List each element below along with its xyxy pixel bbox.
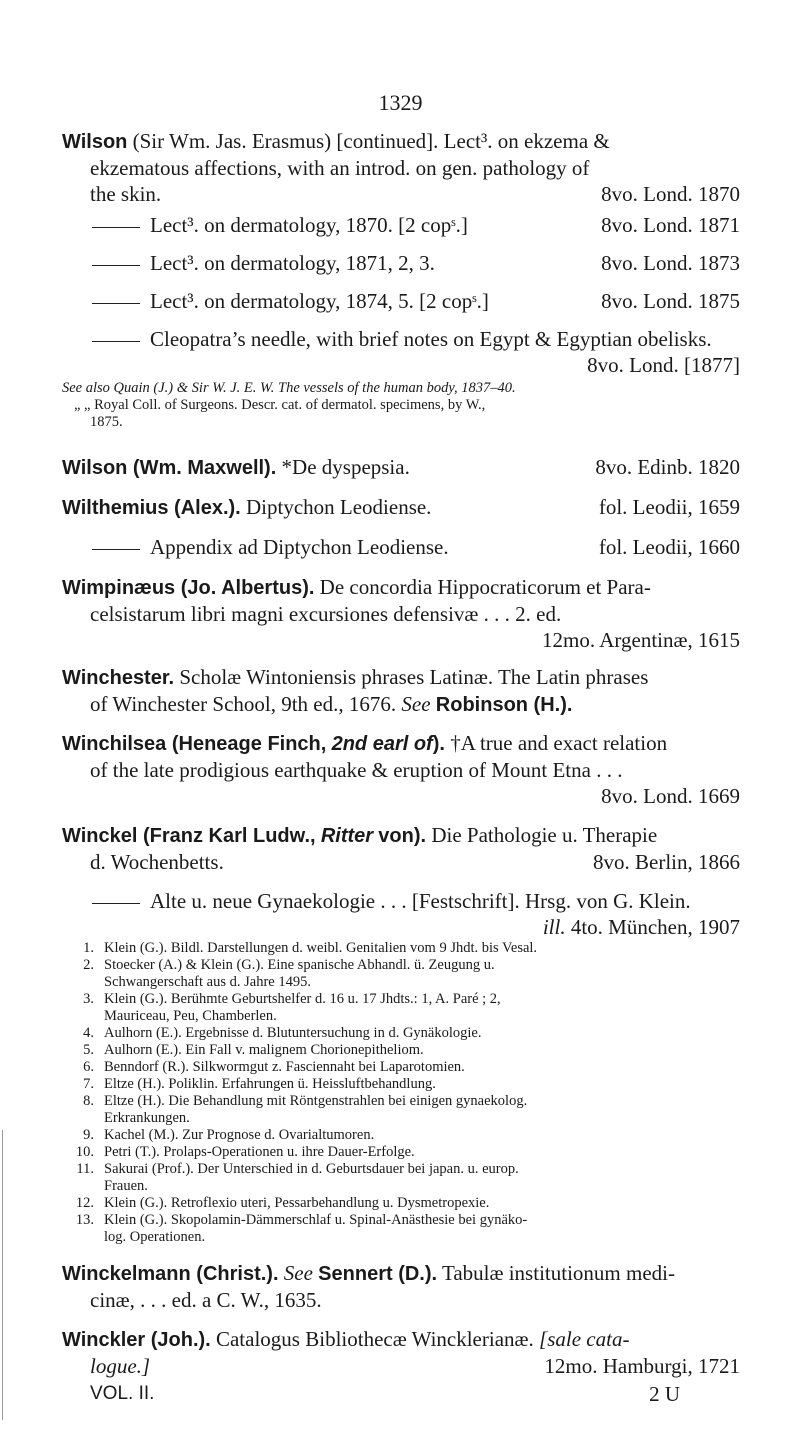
list-text: Sakurai (Prof.). Der Unterschied in d. Geburtsdauer bei japan. u. europ.	[104, 1161, 519, 1177]
list-number: 3.	[83, 991, 94, 1007]
entry-imprint: 8vo. Edinb. 1820	[595, 455, 740, 479]
list-number: 8.	[83, 1093, 94, 1109]
ditto-dash	[92, 227, 140, 228]
entry-text: Cleopatra’s needle, with brief notes on Egypt & Egyptian obelisks.	[150, 327, 712, 351]
entry-heading: Winchester.	[62, 667, 175, 689]
entry-text: De concordia Hippocraticorum et Para-	[319, 575, 651, 599]
list-number: 2.	[83, 957, 94, 973]
list-text: Klein (G.). Skopolamin-Dämmerschlaf u. Spinal-Anästhesie bei gynäko-	[104, 1212, 528, 1228]
list-text: Kachel (M.). Zur Prognose d. Ovarialtumoren.	[104, 1127, 375, 1143]
entry-text: †A true and exact relation	[450, 731, 668, 755]
list-text: Aulhorn (E.). Ein Fall v. malignem Chorionepitheliom.	[104, 1042, 424, 1058]
footer	[62, 1381, 740, 1407]
list-text: Stoecker (A.) & Klein (G.). Eine spanische Abhandl. ü. Zeugung u.	[104, 957, 495, 973]
see-reference-label: See	[283, 1261, 313, 1285]
entry-text: Lect³. on dermatology, 1874, 5. [2 copˢ.]	[150, 289, 489, 313]
list-text: Klein (G.). Berühmte Geburtshelfer d. 16 u. 17 Jhdts.: 1, A. Paré ; 2,	[104, 991, 501, 1007]
list-item	[62, 1127, 740, 1144]
list-text: Eltze (H.). Die Behandlung mit Röntgenstrahlen bei einigen gynaekolog.	[104, 1093, 528, 1109]
ditto-dash	[92, 265, 140, 266]
ditto-dash	[92, 341, 140, 342]
list-item	[62, 1093, 740, 1110]
see-reference: Sennert (D.).	[318, 1263, 438, 1285]
list-item	[62, 957, 740, 974]
contents-list	[62, 940, 740, 1246]
entry-text: (Sir Wm. Jas. Erasmus) [continued]. Lect³. on ekzema &	[132, 129, 610, 153]
entry-heading-title: Ritter	[320, 825, 374, 847]
entry-winchilsea	[62, 730, 740, 809]
entry-line	[62, 128, 740, 155]
list-text: Klein (G.). Bildl. Darstellungen d. weibl. Genitalien vom 9 Jhdt. bis Vesal.	[104, 940, 538, 956]
entry-heading: Wilson	[62, 131, 128, 153]
entry-text: Lect³. on dermatology, 1871, 2, 3.	[150, 251, 435, 275]
entry-imprint: 8vo. Lond. 1873	[601, 251, 740, 275]
entry-text: of Winchester School, 9th ed., 1676.	[90, 692, 397, 716]
see-also-note	[62, 380, 740, 431]
list-text: Erkrankungen.	[104, 1110, 190, 1126]
entry-imprint: 8vo. Lond. 1875	[601, 289, 740, 313]
list-item	[62, 1195, 740, 1212]
list-item	[62, 1025, 740, 1042]
entry-lectures-1870	[62, 212, 740, 238]
list-text: Mauriceau, Peu, Chamberlen.	[104, 1008, 277, 1024]
note-line: „ „ Royal Coll. of Surgeons. Descr. cat. of dermatol. specimens, by W.,	[74, 397, 486, 413]
entry-heading: Wilthemius (Alex.).	[62, 497, 241, 519]
list-item	[62, 991, 740, 1008]
list-text: Benndorf (R.). Silkwormgut z. Fasciennaht bei Laparotomien.	[104, 1059, 465, 1075]
entry-winckelmann	[62, 1260, 740, 1313]
entry-imprint: 8vo. Lond. [1877]	[587, 353, 740, 377]
entry-text: Appendix ad Diptychon Leodiense.	[150, 535, 449, 559]
list-item	[62, 940, 740, 957]
entry-text: Die Pathologie u. Therapie	[431, 823, 658, 847]
list-number: 4.	[83, 1025, 94, 1041]
entry-lectures-1874	[62, 288, 740, 314]
ditto-dash	[92, 903, 140, 904]
entry-imprint: 8vo. Lond. 1870	[601, 182, 740, 206]
entry-cleopatra	[62, 326, 740, 378]
list-item	[62, 1076, 740, 1093]
entry-text: celsistarum libri magni excursiones defensivæ . . . 2. ed.	[90, 602, 562, 626]
list-number: 9.	[83, 1127, 94, 1143]
entry-imprint: 8vo. Berlin, 1866	[593, 850, 740, 874]
note-line: 1875.	[90, 414, 123, 430]
entry-wilson-maxwell	[62, 454, 740, 481]
volume-label: VOL. II.	[90, 1383, 155, 1404]
entry-heading: Winckel (Franz Karl Ludw.,	[62, 825, 316, 847]
entry-imprint: 12mo. Argentinæ, 1615	[542, 628, 740, 652]
list-item	[62, 1042, 740, 1059]
entry-ill: ill.	[542, 915, 566, 939]
page-edge-line	[2, 1130, 3, 1420]
entry-heading-title: 2nd earl of	[331, 733, 433, 755]
entry-text: the skin.	[90, 182, 162, 206]
entry-winchester	[62, 664, 740, 718]
entry-imprint: 8vo. Lond. 1871	[601, 213, 740, 237]
list-number: 5.	[83, 1042, 94, 1058]
entry-line	[62, 181, 740, 207]
entry-winckel	[62, 822, 740, 875]
entry-heading: Winckler (Joh.).	[62, 1329, 211, 1351]
entry-note: [sale cata-	[539, 1327, 630, 1351]
list-text: log. Operationen.	[104, 1229, 206, 1245]
list-item	[62, 1144, 740, 1161]
entry-text: Alte u. neue Gynaekologie . . . [Festschrift]. Hrsg. von G. Klein.	[150, 889, 691, 913]
see-reference-label: See	[401, 692, 431, 716]
list-number: 12.	[75, 1195, 94, 1211]
entry-wimpinaeus	[62, 574, 740, 653]
entry-imprint: fol. Leodii, 1659	[598, 495, 740, 519]
entry-text: Scholæ Wintoniensis phrases Latinæ. The Latin phrases	[179, 665, 649, 689]
list-text: Eltze (H.). Poliklin. Erfahrungen ü. Heissluftbehandlung.	[104, 1076, 436, 1092]
signature-mark: 2 U	[649, 1382, 680, 1406]
list-item	[62, 1212, 740, 1229]
entry-imprint: 12mo. Hamburgi, 1721	[544, 1354, 740, 1378]
page-number: 1329	[378, 90, 423, 115]
entry-heading-close: von).	[378, 825, 427, 847]
see-reference: Robinson (H.).	[435, 694, 573, 716]
list-text: Schwangerschaft aus d. Jahre 1495.	[104, 974, 311, 990]
entry-winckler	[62, 1326, 740, 1407]
entry-imprint: 4to. München, 1907	[570, 915, 740, 939]
list-item	[62, 1059, 740, 1076]
list-number: 1.	[83, 940, 94, 956]
entry-heading: Winckelmann (Christ.).	[62, 1263, 279, 1285]
entry-wilthemius	[62, 494, 740, 521]
ditto-dash	[92, 549, 140, 550]
entry-heading: Wilson (Wm. Maxwell).	[62, 457, 277, 479]
entry-text: *De dyspepsia.	[281, 455, 410, 479]
note-line: See also Quain (J.) & Sir W. J. E. W. The vessels of the human body, 1837–40.	[62, 380, 516, 396]
entry-heading: Winchilsea (Heneage Finch,	[62, 733, 327, 755]
list-text: Aulhorn (E.). Ergebnisse d. Blutuntersuchung in d. Gynäkologie.	[104, 1025, 482, 1041]
list-text: Frauen.	[104, 1178, 148, 1194]
entry-line: ekzematous affections, with an introd. on gen. pathology of	[90, 156, 590, 180]
entry-text: Catalogus Bibliothecæ Wincklerianæ.	[215, 1327, 534, 1351]
list-number: 7.	[83, 1076, 94, 1092]
ditto-dash	[92, 303, 140, 304]
entry-lectures-1871	[62, 250, 740, 276]
entry-text: cinæ, . . . ed. a C. W., 1635.	[90, 1288, 322, 1312]
entry-text: Diptychon Leodiense.	[245, 495, 432, 519]
list-number: 13.	[75, 1212, 94, 1228]
entry-wilthemius-appendix	[62, 534, 740, 560]
entry-wilson-erasmus	[62, 128, 740, 207]
entry-winckel-festschrift	[62, 888, 740, 940]
entry-heading-close: ).	[432, 733, 445, 755]
entry-text: Tabulæ institutionum medi-	[441, 1261, 675, 1285]
entry-note: logue.]	[90, 1354, 151, 1378]
entry-imprint: fol. Leodii, 1660	[598, 535, 740, 559]
entry-text: of the late prodigious earthquake & eruption of Mount Etna . . .	[90, 758, 623, 782]
entry-text: d. Wochenbetts.	[90, 850, 224, 874]
list-text: Petri (T.). Prolaps-Operationen u. ihre Dauer-Erfolge.	[104, 1144, 415, 1160]
list-number: 10.	[75, 1144, 94, 1160]
list-number: 6.	[83, 1059, 94, 1075]
list-text: Klein (G.). Retroflexio uteri, Pessarbehandlung u. Dysmetropexie.	[104, 1195, 490, 1211]
entry-heading: Wimpinæus (Jo. Albertus).	[62, 577, 315, 599]
entry-imprint: 8vo. Lond. 1669	[601, 784, 740, 808]
entry-text: Lect³. on dermatology, 1870. [2 copˢ.]	[150, 213, 468, 237]
list-item	[62, 1161, 740, 1178]
list-number: 11.	[76, 1161, 94, 1177]
